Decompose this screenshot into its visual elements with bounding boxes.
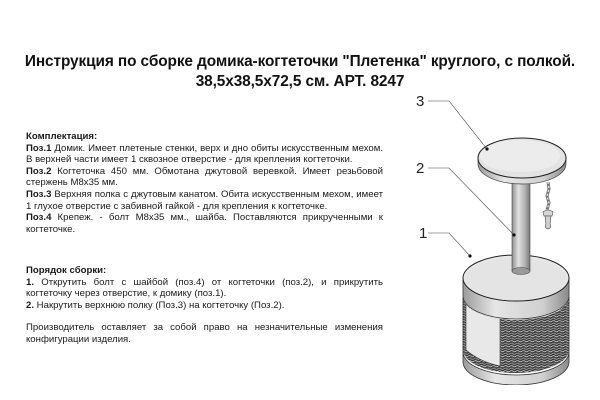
callout-2-anchor <box>512 233 515 236</box>
title-line-2: 38,5x38,5x72,5 см. АРТ. 8247 <box>195 73 405 90</box>
top-shelf <box>478 138 566 184</box>
components-section <box>26 131 383 235</box>
component-item-3 <box>26 189 383 212</box>
cat-house-drawing <box>400 85 600 385</box>
component-item-4 <box>26 212 383 235</box>
callout-number-1: 1 <box>419 225 428 242</box>
component-text: Когтеточка 450 мм. Обмотана джутовой веревкой. Имеет резьбовой стержень М8x35 мм. <box>26 165 383 189</box>
rope-toy <box>543 182 553 229</box>
component-text: Верхняя полка с джутовым канатом. Обита искусственным мехом, имеет 1 глухое отверстие с забивной гайкой - для крепления к когтеточке. <box>26 188 383 212</box>
component-item-2 <box>26 166 383 189</box>
step-number: 1. <box>26 276 35 288</box>
step-number: 2. <box>26 299 35 311</box>
component-label: Поз.3 <box>26 188 52 200</box>
assembly-step-2 <box>26 300 383 312</box>
component-item-1 <box>26 143 383 166</box>
disclaimer-text: Производитель оставляет за собой право на незначительные изменения конфигурации изделия. <box>26 322 383 345</box>
component-label: Поз.4 <box>26 212 52 224</box>
disclaimer <box>26 322 383 345</box>
title-line-1: Инструкция по сборке домика-когтеточки "Плетенка" круглого, с полкой. <box>24 53 576 70</box>
callout-number-3: 3 <box>416 93 425 110</box>
assembly-heading: Порядок сборки: <box>26 265 107 276</box>
component-text: Домик. Имеет плетеные стенки, верх и дно обиты искусственным мехом. В верхней части имеет 1 сквозное отверстие - для крепления когтеточки. <box>26 142 383 166</box>
components-heading: Комплектация: <box>26 131 98 142</box>
callout-number-2: 2 <box>416 160 425 177</box>
assembly-section <box>26 265 383 311</box>
component-label: Поз.2 <box>26 165 52 177</box>
step-text: Накрутить верхнюю полку (Поз.3) на когтеточку (Поз.2). <box>34 299 285 311</box>
callout-3-anchor <box>485 147 488 150</box>
product-illustration <box>400 85 600 385</box>
component-label: Поз.1 <box>26 142 52 154</box>
callout-1-anchor <box>468 254 471 257</box>
step-text: Открутить болт с шайбой (поз.4) от когтеточки (поз.2), и прикрутить когтеточку через отверстие, к домику (поз.1). <box>26 276 383 300</box>
component-text: Крепеж. - болт М8x35 мм., шайба. Поставляются прикрученными к когтеточке. <box>26 212 383 235</box>
assembly-step-1 <box>26 277 383 300</box>
